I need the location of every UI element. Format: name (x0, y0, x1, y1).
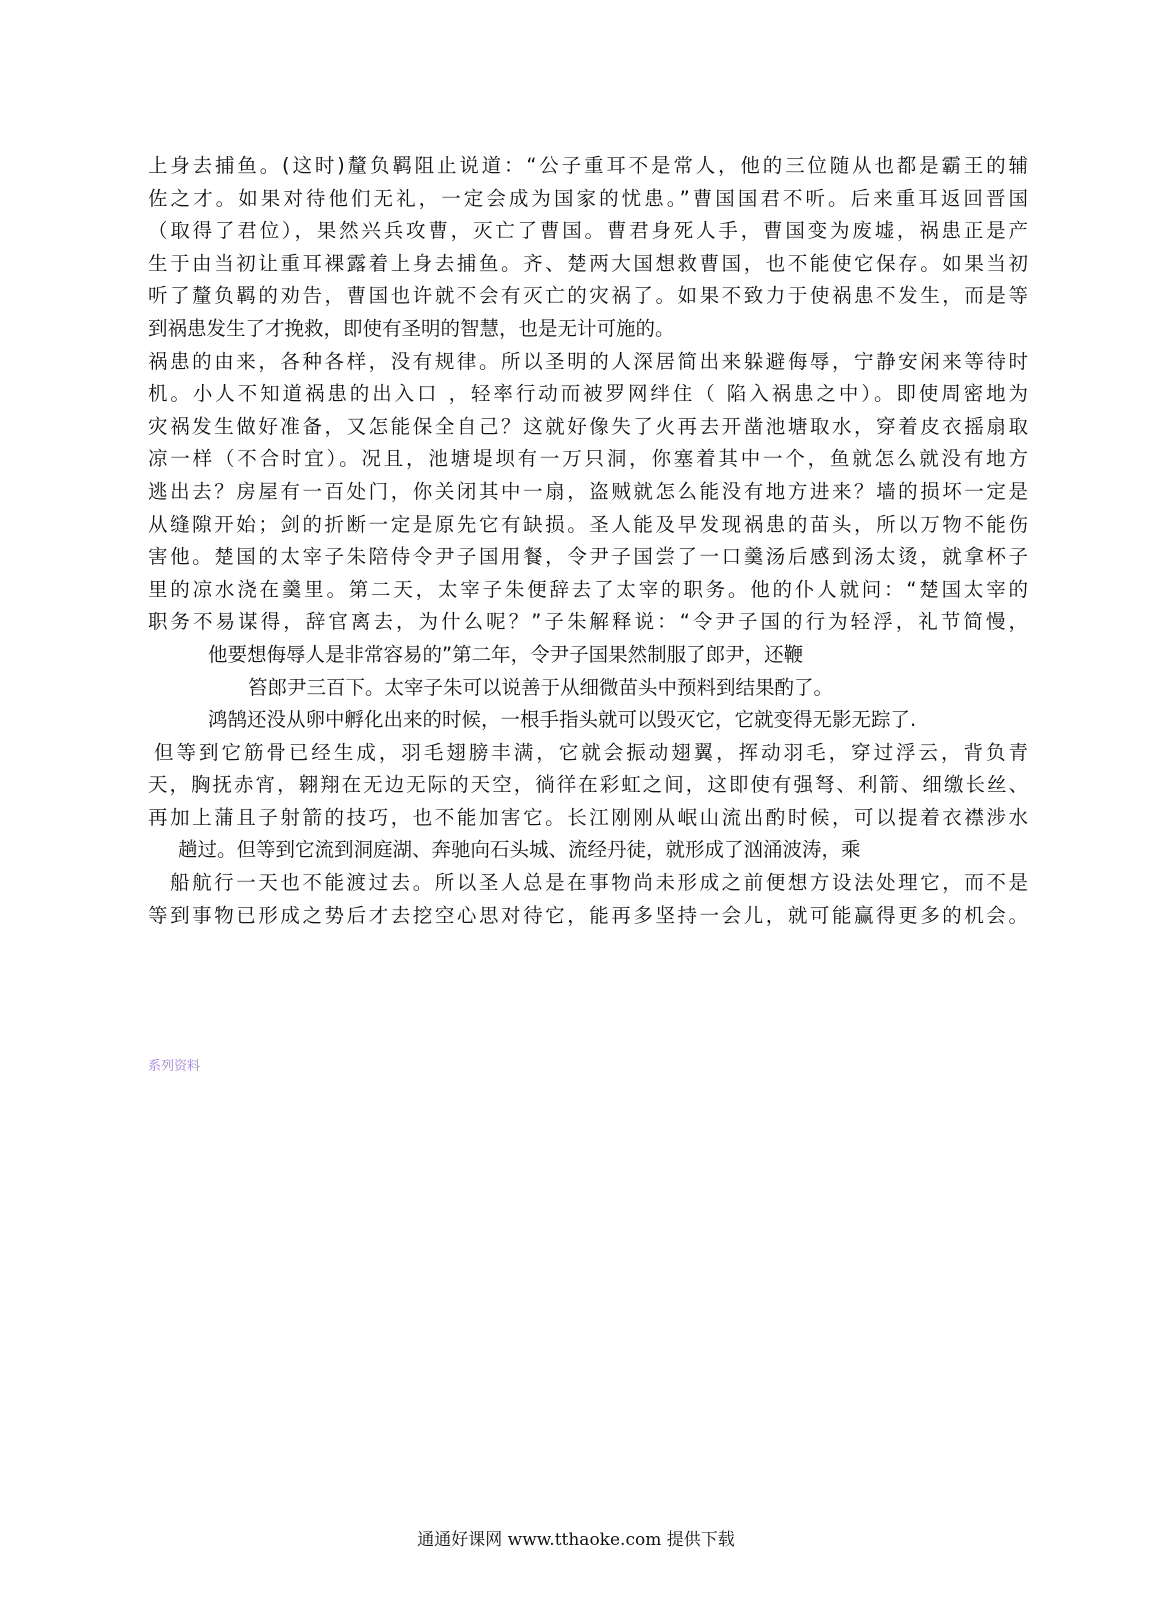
text-line: 船航行一天也不能渡过去。所以圣人总是在事物尚未形成之前便想方设法处理它，而不是 (170, 871, 1028, 895)
text-line: 祸患的由来，各种各样，没有规律。所以圣明的人深居简出来躲避侮辱，宁静安闲来等待时 (148, 349, 1028, 373)
text-line: 从缝隙开始；剑的折断一定是原先它有缺损。圣人能及早发现祸患的苗头，所以万物不能伤 (148, 512, 1028, 536)
text-line: 趟过。但等到它流到洞庭湖、奔驰向石头城、流经丹徒，就形成了汹涌波涛，乘 (178, 838, 861, 862)
text-line: 但等到它筋骨已经生成，羽毛翅膀丰满，它就会振动翅翼，挥动羽毛，穿过浮云，背负青 (154, 740, 1028, 764)
text-line: 再加上蒲且子射箭的技巧，也不能加害它。长江刚刚从岷山流出酌时候，可以提着衣襟涉水 (148, 805, 1028, 829)
text-line: 笞郎尹三百下。太宰子朱可以说善于从细微苗头中预料到结果酌了。 (248, 675, 834, 699)
text-line: 灾祸发生做好准备，又怎能保全自己？这就好像失了火再去开凿池塘取水，穿着皮衣摇扇取 (148, 414, 1028, 438)
paragraph-1 (148, 150, 1028, 346)
document-body (148, 150, 1028, 932)
series-materials-link[interactable]: 系列资料 (148, 1059, 201, 1074)
text-line: 害他。楚国的太宰子朱陪侍令尹子国用餐，令尹子国尝了一口羹汤后感到汤太烫，就拿杯子 (148, 545, 1028, 569)
text-line: （取得了君位），果然兴兵攻曹，灭亡了曹国。曹君身死人手，曹国变为废墟，祸患正是产 (148, 219, 1028, 243)
text-line: 等到事物已形成之势后才去挖空心思对待它，能再多坚持一会儿，就可能赢得更多的机会。 (148, 903, 1028, 927)
text-line: 机。小人不知道祸患的出入口 ，轻率行动而被罗网绊住（ 陷入祸患之中）。即使周密地为 (148, 382, 1028, 406)
text-line: 里的凉水浇在羹里。第二天，太宰子朱便辞去了太宰的职务。他的仆人就问：“楚国太宰的 (148, 577, 1028, 601)
page-footer: 通通好课网 www.tthaoke.com 提供下载 (417, 1530, 735, 1550)
paragraph-3 (148, 704, 1028, 932)
text-line: 天，胸抚赤宵，翱翔在无边无际的天空，徜徉在彩虹之间，这即使有强弩、利箭、细缴长丝、 (148, 773, 1028, 797)
text-line: 他要想侮辱人是非常容易的”第二年，令尹子国果然制服了郎尹，还鞭 (208, 642, 804, 666)
text-line: 到祸患发生了才挽救，即使有圣明的智慧，也是无计可施的。 (148, 316, 675, 340)
text-line: 逃出去？房屋有一百处门，你关闭其中一扇，盗贼就怎么能没有地方进来？墙的损坏一定是 (148, 479, 1028, 503)
paragraph-2 (148, 346, 1028, 705)
text-line: 生于由当初让重耳裸露着上身去捕鱼。齐、楚两大国想救曹国，也不能使它保存。如果当初 (148, 251, 1028, 275)
text-line: 凉一样（不合时宜）。况且，池塘堤坝有一万只洞，你塞着其中一个，鱼就怎么就没有地方 (148, 447, 1028, 471)
text-line: 鸿鹄还没从卵中孵化出来的时候，一根手指头就可以毁灭它，它就变得无影无踪了. (208, 708, 917, 732)
text-line: 职务不易谋得，辞官离去，为什么呢？”子朱解释说：“令尹子国的行为轻浮，礼节简慢， (148, 610, 1028, 634)
text-line: 听了釐负羁的劝告，曹国也许就不会有灭亡的灾祸了。如果不致力于使祸患不发生，而是等 (148, 284, 1028, 308)
text-line: 上身去捕鱼。(这时)釐负羁阻止说道：“公子重耳不是常人，他的三位随从也都是霸王的辅 (148, 154, 1028, 177)
text-line: 佐之才。如果对待他们无礼，一定会成为国家的忧患。”曹国国君不听。后来重耳返回晋国 (148, 186, 1028, 210)
